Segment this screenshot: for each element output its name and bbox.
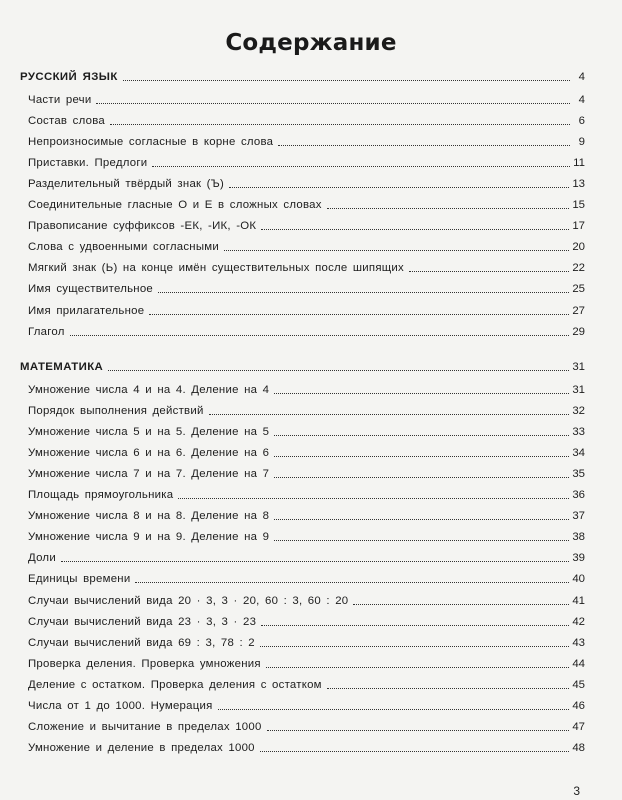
toc-entry-page: 11 — [573, 156, 585, 169]
toc-entry-page: 31 — [572, 383, 585, 396]
toc-entry-label: Случаи вычислений вида 69 : 3, 78 : 2 — [28, 636, 255, 649]
dot-leader — [409, 271, 569, 272]
toc-entry-label: Умножение числа 4 и на 4. Деление на 4 — [28, 383, 270, 396]
toc-entry-page: 42 — [572, 615, 585, 628]
toc-entry-label: Имя прилагательное — [28, 304, 145, 317]
dot-leader — [224, 250, 569, 251]
toc-entry — [28, 152, 585, 170]
dot-leader — [61, 561, 569, 562]
dot-leader — [274, 456, 569, 457]
toc-entry-label: Сложение и вычитание в пределах 1000 — [28, 721, 262, 734]
toc-entry — [28, 653, 585, 671]
toc-entry — [28, 215, 585, 233]
toc-entry — [28, 278, 585, 296]
toc-entry-label: Умножение числа 6 и на 6. Деление на 6 — [28, 446, 270, 459]
dot-leader — [274, 435, 569, 436]
toc-entry — [28, 442, 585, 460]
toc-entry — [28, 611, 585, 629]
dot-leader — [274, 519, 569, 520]
dot-leader — [278, 145, 570, 146]
toc-entry-page: 27 — [572, 304, 585, 317]
dot-leader — [261, 229, 569, 230]
toc-entry-label: Разделительный твёрдый знак (Ъ) — [28, 177, 225, 190]
toc-entry-page: 32 — [572, 404, 585, 417]
toc-section-heading-page: 4 — [578, 71, 585, 83]
toc-entry — [28, 505, 585, 523]
toc-entry-label: Доли — [28, 552, 56, 565]
toc-entry — [28, 379, 585, 397]
dot-leader — [274, 477, 569, 478]
toc-entry-page: 44 — [572, 657, 585, 670]
toc-entry-page: 34 — [572, 446, 585, 459]
toc-section-heading-label: МАТЕМАТИКА — [20, 361, 104, 373]
toc-entry-label: Умножение числа 7 и на 7. Деление на 7 — [28, 467, 270, 480]
toc-entry-page: 40 — [572, 573, 585, 586]
toc-entry — [28, 131, 585, 149]
toc-entry — [28, 737, 585, 755]
toc-entry-label: Умножение числа 8 и на 8. Деление на 8 — [28, 510, 270, 523]
toc-entry — [28, 463, 585, 481]
dot-leader — [327, 688, 570, 689]
toc-entry — [28, 632, 585, 650]
toc-entry — [28, 321, 585, 339]
dot-leader — [327, 208, 570, 209]
dot-leader — [178, 498, 569, 499]
toc-entry-label: Умножение числа 5 и на 5. Деление на 5 — [28, 425, 270, 438]
dot-leader — [108, 370, 569, 371]
toc-entry — [28, 716, 585, 734]
toc-entry — [28, 89, 585, 107]
dot-leader — [152, 166, 570, 167]
dot-leader — [158, 292, 569, 293]
toc-entry-label: Соединительные гласные О и Е в сложных словах — [28, 199, 322, 211]
toc-entry — [28, 568, 585, 586]
toc-entry-page: 35 — [572, 467, 585, 480]
toc-entry-label: Случаи вычислений вида 20 · 3, 3 · 20, 60 : 3, 60 : 20 — [28, 594, 349, 607]
toc-entry-label: Деление с остатком. Проверка деления с остатком — [28, 678, 322, 691]
toc-entry-label: Числа от 1 до 1000. Нумерация — [28, 700, 213, 712]
toc-entry-page: 15 — [572, 199, 585, 211]
dot-leader — [149, 314, 569, 315]
toc-entry — [28, 400, 585, 418]
toc-entry-label: Глагол — [28, 325, 65, 338]
toc-entry-label: Правописание суффиксов -ЕК, -ИК, -ОК — [28, 220, 257, 233]
toc-entry-page: 43 — [572, 636, 585, 649]
toc-section-heading-page: 31 — [572, 361, 585, 373]
toc-entry-label: Порядок выполнения действий — [28, 404, 204, 417]
toc-entry — [28, 236, 585, 254]
toc-entry-page: 45 — [572, 678, 585, 691]
page-title: Содержание — [225, 30, 397, 56]
toc-entry-label: Случаи вычислений вида 23 · 3, 3 · 23 — [28, 615, 257, 628]
toc-entry-page: 29 — [572, 325, 585, 338]
dot-leader — [266, 667, 570, 668]
toc-entry-label: Площадь прямоугольника — [28, 489, 174, 501]
dot-leader — [261, 625, 569, 626]
toc-entry-label: Умножение и деление в пределах 1000 — [28, 742, 255, 755]
dot-leader — [96, 103, 570, 104]
toc-entry-page: 38 — [572, 531, 585, 544]
toc-entry-page: 48 — [572, 742, 585, 755]
toc-section-heading — [20, 66, 585, 84]
toc-entry-page: 13 — [572, 177, 585, 190]
dot-leader — [229, 187, 569, 188]
toc-entry — [28, 674, 585, 692]
dot-leader — [110, 124, 570, 125]
toc-entry-label: Единицы времени — [28, 573, 131, 586]
toc-entry-page: 4 — [578, 93, 585, 106]
toc-entry-page: 37 — [572, 510, 585, 523]
toc-entry — [28, 526, 585, 544]
toc-entry — [28, 110, 585, 128]
toc-entry-page: 39 — [572, 552, 585, 565]
dot-leader — [274, 393, 569, 394]
dot-leader — [267, 730, 570, 731]
toc-entry — [28, 173, 585, 191]
dot-leader — [260, 646, 569, 647]
dot-leader — [209, 414, 570, 415]
toc-entry-label: Приставки. Предлоги — [28, 156, 148, 169]
toc-entry-label: Проверка деления. Проверка умножения — [28, 657, 261, 670]
toc-entry — [28, 421, 585, 439]
toc-entry-label: Имя существительное — [28, 283, 153, 296]
toc-entry — [28, 257, 585, 275]
toc-entry-page: 25 — [572, 283, 585, 296]
toc-entry — [28, 194, 585, 212]
toc-entry-label: Части речи — [28, 93, 92, 106]
toc-entry-page: 33 — [572, 425, 585, 438]
toc-entry — [28, 590, 585, 608]
dot-leader — [70, 335, 570, 336]
toc-entry-page: 46 — [572, 700, 585, 712]
toc-entry — [28, 547, 585, 565]
dot-leader — [218, 709, 570, 710]
toc-entry — [28, 695, 585, 713]
toc-entry-page: 36 — [572, 489, 585, 501]
dot-leader — [260, 751, 570, 752]
toc-entry-label: Слова с удвоенными согласными — [28, 241, 219, 254]
toc-entry-label: Состав слова — [28, 114, 105, 127]
toc-entry-page: 41 — [572, 594, 585, 607]
dot-leader — [274, 540, 569, 541]
dot-leader — [353, 604, 569, 605]
toc-entry — [28, 484, 585, 502]
page-number: 3 — [573, 784, 580, 798]
toc-section-heading-label: РУССКИЙ ЯЗЫК — [20, 71, 118, 83]
toc-entry-label: Мягкий знак (Ь) на конце имён существительных после шипящих — [28, 262, 404, 275]
toc-entry-label: Непроизносимые согласные в корне слова — [28, 135, 274, 148]
toc-entry-page: 17 — [572, 220, 585, 233]
toc-entry — [28, 300, 585, 318]
toc-section-heading — [20, 356, 585, 374]
toc-entry-label: Умножение числа 9 и на 9. Деление на 9 — [28, 531, 270, 544]
dot-leader — [123, 80, 570, 81]
toc-entry-page: 47 — [572, 721, 585, 734]
toc-entry-page: 9 — [578, 135, 585, 148]
toc-entry-page: 6 — [578, 114, 585, 127]
toc-entry-page: 22 — [572, 262, 585, 275]
toc-entry-page: 20 — [572, 241, 585, 254]
dot-leader — [135, 582, 569, 583]
